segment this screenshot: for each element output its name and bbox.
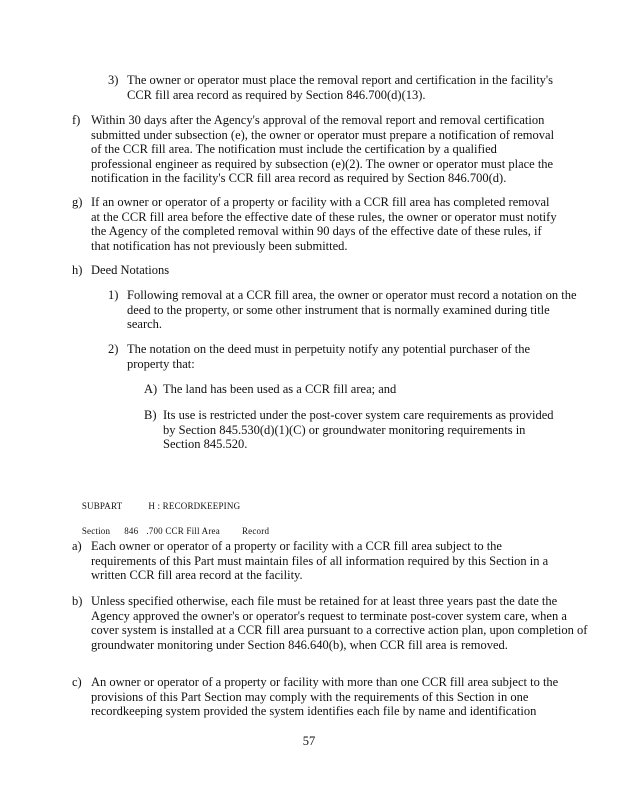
item-heading: Deed Notations <box>91 263 170 277</box>
item-text: Within 30 days after the Agency's approval of the removal report and removal certification submitted under subsection (e), the owner or operator must prepare a notification of removal of the CCR fill area. The notification must include the certification by a qualified professional engineer as required by subsection (e)(2). The owner or operator must place the notification in the facility's CCR fill area record as required by Section 846.700(d). <box>91 113 555 186</box>
item-label: 3) <box>108 73 119 87</box>
page-number: 57 <box>302 734 316 748</box>
item-text: Following removal at a CCR fill area, the owner or operator must record a notation on the deed to the property, or some other instrument that is normally examined during title search. <box>127 288 577 332</box>
item-label: a) <box>72 539 82 553</box>
item-text: Its use is restricted under the post-cover system care requirements as provided by Section 845.530(d)(1)(C) or groundwater monitoring requirements in Section 845.520. <box>163 408 554 452</box>
item-label: f) <box>72 113 81 127</box>
item-text: The notation on the deed must in perpetuity notify any potential purchaser of the property that: <box>127 342 531 371</box>
item-label: A) <box>144 382 158 396</box>
item-label: 2) <box>108 342 119 356</box>
item-text: Each owner or operator of a property or facility with a CCR fill area subject to the requirements of this Part must maintain files of all information required by this Section in a written CCR fill area record at the facility. <box>91 539 549 583</box>
item-label: h) <box>72 263 83 277</box>
subpart-heading: SUBPART H : RECORDKEEPING <box>81 501 241 511</box>
item-text: Unless specified otherwise, each file must be retained for at least three years past the date the Agency approved the owner's or operator's request to terminate post-cover system care, when a cover system is installed at a CCR fill area pursuant to a corrective action plan, upon completion of groundwater monitoring under Section 846.640(b), when CCR fill area is removed. <box>91 594 588 652</box>
item-label: g) <box>72 195 83 209</box>
section-heading: Section 846 .700 CCR Fill Area Record <box>81 526 270 536</box>
item-label: c) <box>72 675 82 689</box>
item-text: If an owner or operator of a property or facility with a CCR fill area has completed removal at the CCR fill area before the effective date of these rules, the owner or operator must notify the Agency of the completed removal within 90 days of the effective date of these rules, if that notification has not previously been submitted. <box>91 195 557 253</box>
item-text: An owner or operator of a property or facility with more than one CCR fill area subject to the provisions of this Part Section may comply with the requirements of this Section in one recordkeeping system provided the system identifies each file by name and identification <box>91 675 559 719</box>
item-label: b) <box>72 594 83 608</box>
item-label: 1) <box>108 288 119 302</box>
item-text: The land has been used as a CCR fill area; and <box>163 382 397 396</box>
item-label: B) <box>144 408 157 422</box>
item-text: The owner or operator must place the removal report and certification in the facility's CCR fill area record as required by Section 846.700(d)(13). <box>127 73 554 102</box>
